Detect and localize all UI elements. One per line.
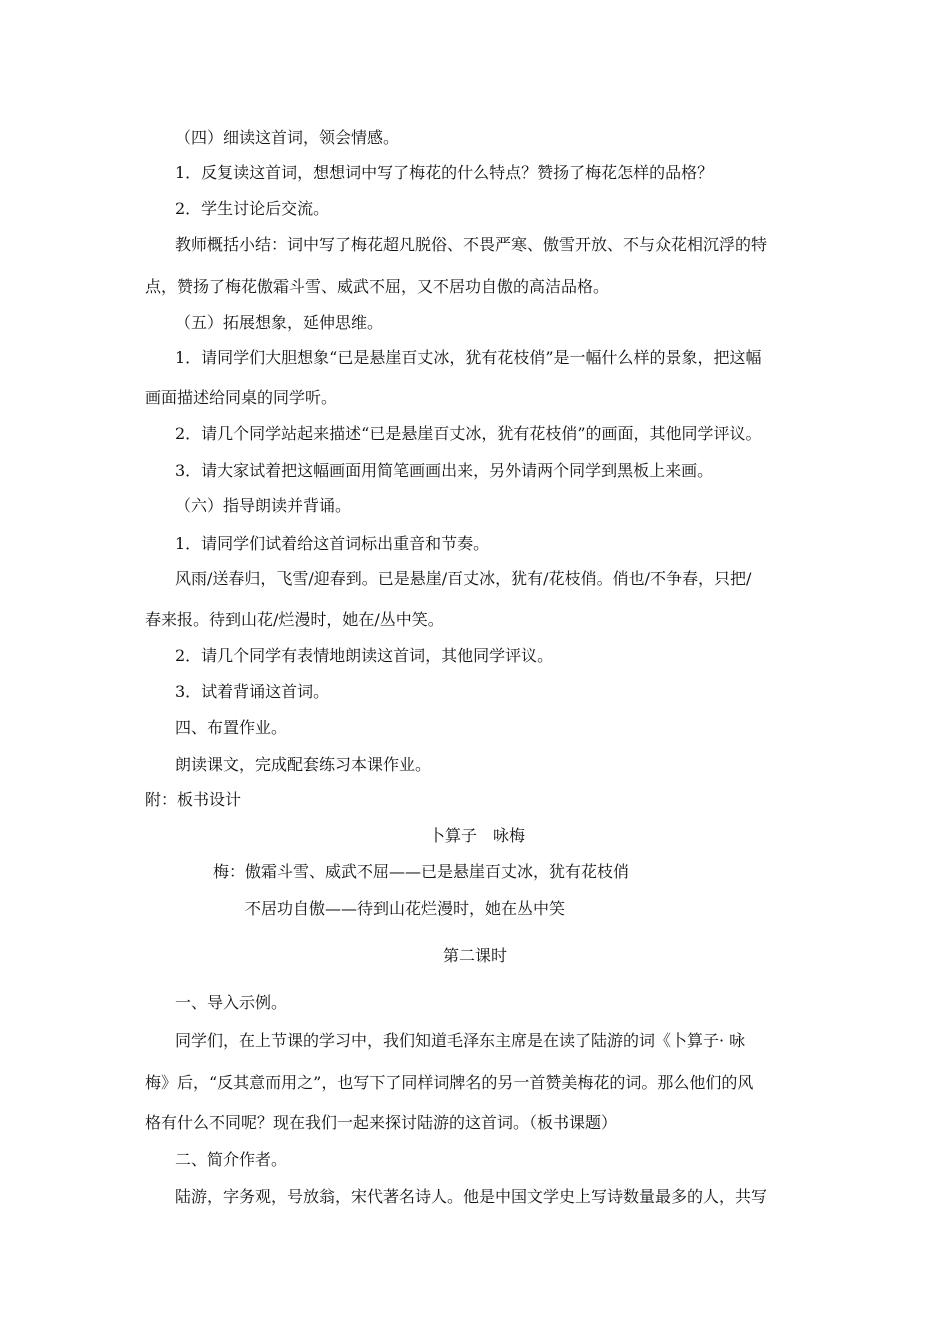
intro-heading: 一、导入示例。 (175, 993, 288, 1012)
homework-text: 朗读课文，完成配套练习本课作业。 (175, 755, 432, 774)
section-heading-5: （五）拓展想象，延伸思维。 (175, 313, 384, 332)
imagine-item-2: 2．请几个同学站起来描述“已是悬崖百丈冰，犹有花枝俏”的画面，其他同学评议。 (175, 424, 762, 443)
lesson-2-heading: 第二课时 (442, 946, 507, 965)
recite-item-1: 1．请同学们试着给这首词标出重音和节奏。 (175, 534, 490, 553)
board-line-2: 不居功自傲——待到山花烂漫时，她在丛中笑 (245, 899, 566, 918)
recite-item-3: 3．试着背诵这首词。 (175, 682, 330, 701)
item-1-text: 1．反复读这首词，想想词中写了梅花的什么特点？赞扬了梅花怎样的品格？ (175, 163, 714, 182)
author-heading: 二、简介作者。 (175, 1150, 288, 1169)
board-line-1: 梅：傲霜斗雪、威武不屈——已是悬崖百丈冰，犹有花枝俏 (213, 862, 630, 881)
author-text: 陆游，字务观，号放翁，宋代著名诗人。他是中国文学史上写诗数量最多的人，共写 (175, 1187, 768, 1206)
recite-item-2: 2．请几个同学有表情地朗读这首词，其他同学评议。 (175, 646, 554, 665)
summary-line-1: 教师概括小结：词中写了梅花超凡脱俗、不畏严寒、傲雪开放、不与众花相沉浮的特 (175, 235, 768, 254)
board-design-heading: 附：板书设计 (145, 790, 242, 809)
item-2-text: 2．学生讨论后交流。 (175, 199, 330, 218)
imagine-item-1-line-2: 画面描述给同桌的同学听。 (145, 388, 338, 407)
homework-heading: 四、布置作业。 (175, 718, 288, 737)
board-title: 卜算子 咏梅 (429, 826, 526, 845)
rhythm-line-2: 春来报。待到山花/烂漫时，她在/丛中笑。 (145, 610, 444, 629)
section-heading-6: （六）指导朗读并背诵。 (175, 496, 352, 515)
summary-line-2: 点，赞扬了梅花傲霜斗雪、威武不屈，又不居功自傲的高洁品格。 (145, 277, 610, 296)
imagine-item-3: 3．请大家试着把这幅画面用简笔画画出来，另外请两个同学到黑板上来画。 (175, 461, 714, 480)
intro-line-3: 格有什么不同呢？现在我们一起来探讨陆游的这首词。（板书课题） (145, 1113, 618, 1132)
rhythm-line-1: 风雨/送春归，飞雪/迎春到。已是悬崖/百丈冰，犹有/花枝俏。俏也/不争春，只把/ (175, 569, 752, 588)
intro-line-1: 同学们，在上节课的学习中，我们知道毛泽东主席是在读了陆游的词《卜算子· 咏 (175, 1031, 746, 1050)
imagine-item-1-line-1: 1．请同学们大胆想象“已是悬崖百丈冰，犹有花枝俏”是一幅什么样的景象，把这幅 (175, 348, 762, 367)
section-heading-4: （四）细读这首词，领会情感。 (175, 128, 400, 147)
intro-line-2: 梅》后，“反其意而用之”，也写下了同样词牌名的另一首赞美梅花的词。那么他们的风 (145, 1073, 754, 1092)
